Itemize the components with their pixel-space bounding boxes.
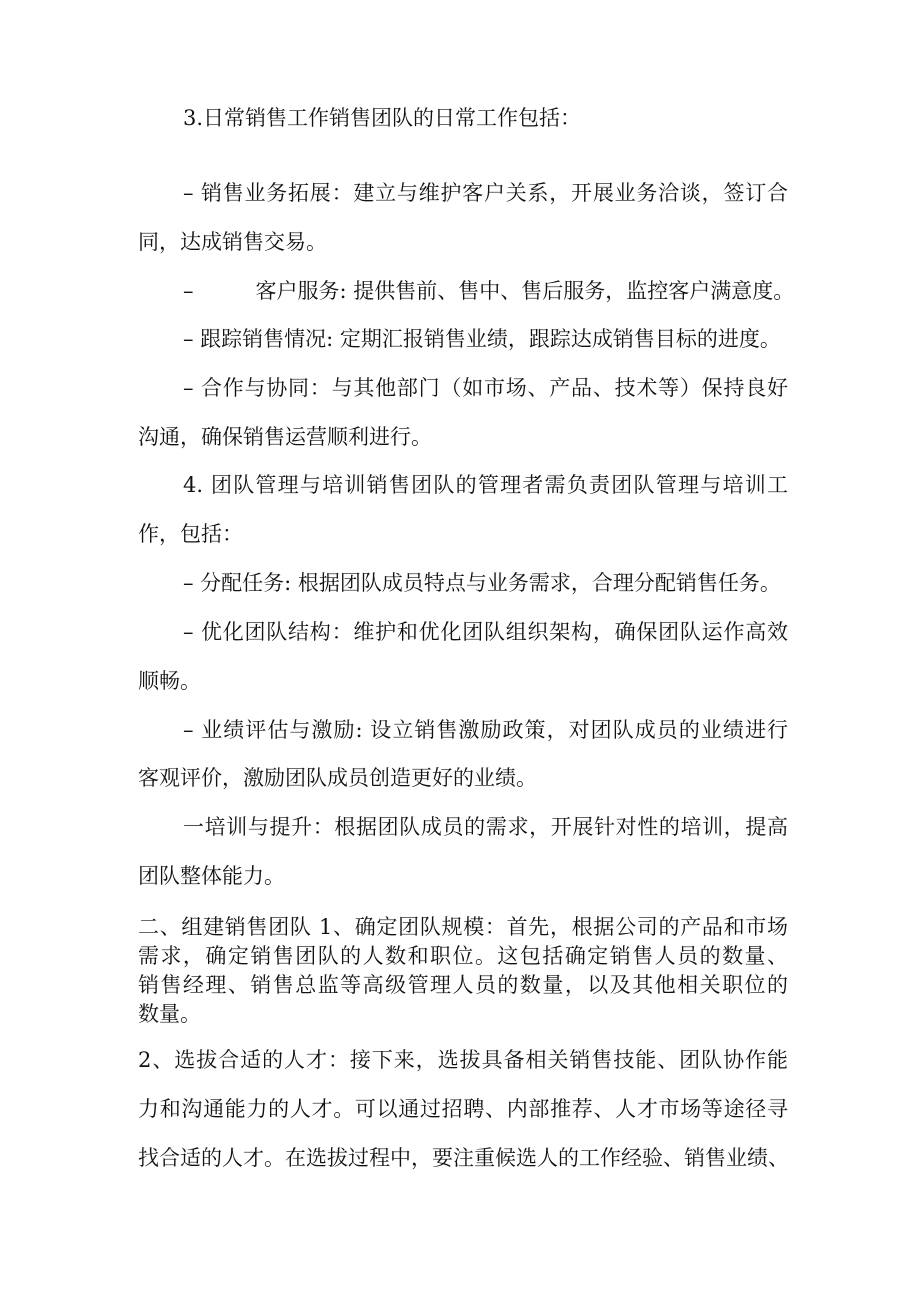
paragraph-line: – 销售业务拓展：建立与维护客户关系，开展业务洽谈，签订合 — [183, 181, 788, 205]
paragraph-line: 沟通，确保销售运营顺利进行。 — [138, 425, 432, 449]
section-heading-build-team: 二、组建销售团队 1、确定团队规模：首先，根据公司的产品和市场 — [138, 915, 788, 939]
paragraph-line: 客观评价，激励团队成员创造更好的业绩。 — [138, 766, 537, 790]
paragraph-line: 团队整体能力。 — [138, 864, 285, 888]
paragraph-line: – 合作与协同：与其他部门（如市场、产品、技术等）保持良好 — [183, 376, 788, 400]
bullet-text: 客户服务: 提供售前、售中、售后服务，监控客户满意度。 — [255, 279, 795, 303]
paragraph-line: 2、选拔合适的人才：接下来，选拔具备相关销售技能、团队协作能 — [138, 1048, 788, 1072]
paragraph-line: 同，达成销售交易。 — [138, 230, 327, 254]
paragraph-line: – 跟踪销售情况: 定期汇报销售业绩，跟踪达成销售目标的进度。 — [183, 327, 781, 351]
bullet-dash: – — [183, 279, 194, 303]
section-heading-team-management: 4. 团队管理与培训销售团队的管理者需负责团队管理与培训工 — [183, 473, 788, 497]
paragraph-line: 销售经理、销售总监等高级管理人员的数量，以及其他相关职位的 — [138, 973, 788, 997]
paragraph-line: 力和沟通能力的人才。可以通过招聘、内部推荐、人才市场等途径寻 — [138, 1097, 788, 1121]
paragraph-line: 找合适的人才。在选拔过程中，要注重候选人的工作经验、销售业绩、 — [138, 1146, 789, 1170]
paragraph-line: 一培训与提升：根据团队成员的需求，开展针对性的培训，提高 — [183, 815, 788, 839]
paragraph-line: 作，包括： — [138, 522, 243, 546]
paragraph-line: – 业绩评估与激励: 设立销售激励政策，对团队成员的业绩进行 — [183, 718, 788, 742]
paragraph-line: 顺畅。 — [138, 669, 201, 693]
section-heading-daily-sales: 3.日常销售工作销售团队的日常工作包括： — [183, 106, 582, 130]
paragraph-line: – 分配任务: 根据团队成员特点与业务需求，合理分配销售任务。 — [183, 571, 781, 595]
paragraph-line: 需求，确定销售团队的人数和职位。这包括确定销售人员的数量、 — [138, 944, 788, 968]
paragraph-line: – 优化团队结构：维护和优化团队组织架构，确保团队运作高效 — [183, 620, 788, 644]
bullet-item-customer-service — [183, 278, 795, 304]
paragraph-line: 数量。 — [138, 1002, 201, 1026]
